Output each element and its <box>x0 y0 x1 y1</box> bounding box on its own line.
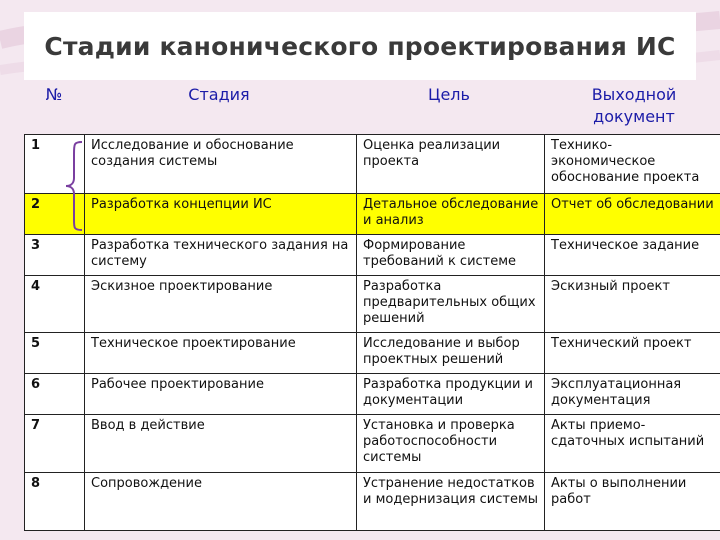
goal-cell: Формирование требований к системе <box>357 235 545 276</box>
table-row <box>25 135 720 194</box>
row-number: 3 <box>25 235 85 276</box>
goal-cell: Детальное обследование и анализ <box>357 194 545 235</box>
row-number: 4 <box>25 276 85 333</box>
row-number: 2 <box>25 194 85 235</box>
stage-cell: Сопровождение <box>85 473 357 531</box>
stage-cell: Ввод в действие <box>85 415 357 473</box>
table-row <box>25 374 720 415</box>
goal-cell: Установка и проверка работоспособности системы <box>357 415 545 473</box>
stage-cell: Исследование и обоснование создания системы <box>85 135 357 194</box>
document-cell: Отчет об обследовании <box>545 194 720 235</box>
document-cell: Акты приемо-сдаточных испытаний <box>545 415 720 473</box>
row-number: 1 <box>25 135 85 194</box>
row-number: 6 <box>25 374 85 415</box>
row-number: 5 <box>25 333 85 374</box>
document-cell: Техническое задание <box>545 235 720 276</box>
grouping-bracket-icon <box>64 140 84 232</box>
table-row <box>25 235 720 276</box>
stages-table <box>24 134 720 531</box>
table-row <box>25 333 720 374</box>
slide-title: Стадии канонического проектирования ИС <box>44 31 676 61</box>
document-cell: Эскизный проект <box>545 276 720 333</box>
goal-cell: Разработка продукции и документации <box>357 374 545 415</box>
row-number: 8 <box>25 473 85 531</box>
stage-cell: Рабочее проектирование <box>85 374 357 415</box>
stage-cell: Техническое проектирование <box>85 333 357 374</box>
goal-cell: Оценка реализации проекта <box>357 135 545 194</box>
table-row <box>25 415 720 473</box>
header-document: Выходной документ <box>591 85 677 126</box>
table-row-highlighted <box>25 194 720 235</box>
row-number: 7 <box>25 415 85 473</box>
document-cell: Технико-экономическое обоснование проекта <box>545 135 720 194</box>
goal-cell: Устранение недостатков и модернизация системы <box>357 473 545 531</box>
stage-cell: Эскизное проектирование <box>85 276 357 333</box>
table-row <box>25 276 720 333</box>
header-stage: Стадия <box>188 85 250 104</box>
document-cell: Эксплуатационная документация <box>545 374 720 415</box>
title-box <box>24 12 696 80</box>
goal-cell: Разработка предварительных общих решений <box>357 276 545 333</box>
document-cell: Акты о выполнении работ <box>545 473 720 531</box>
table-row <box>25 473 720 531</box>
goal-cell: Исследование и выбор проектных решений <box>357 333 545 374</box>
stage-cell: Разработка технического задания на систему <box>85 235 357 276</box>
stage-cell: Разработка концепции ИС <box>85 194 357 235</box>
header-goal: Цель <box>428 85 470 104</box>
header-number: № <box>45 85 63 104</box>
document-cell: Технический проект <box>545 333 720 374</box>
table-header <box>24 84 720 134</box>
